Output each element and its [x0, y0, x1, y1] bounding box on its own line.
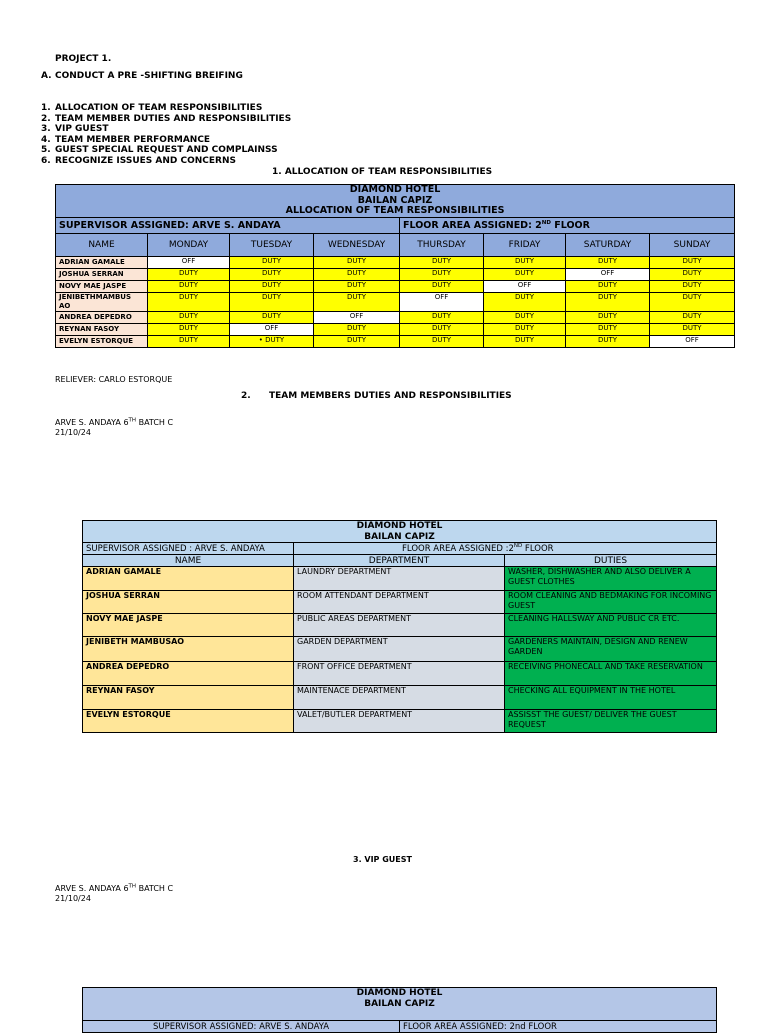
department-cell: MAINTENACE DEPARTMENT	[294, 686, 505, 710]
table-row	[56, 256, 735, 268]
schedule-cell: DUTY	[484, 323, 566, 335]
section-a-letter: A.	[41, 71, 52, 81]
table-row	[83, 662, 717, 686]
employee-name: ANDREA DEPEDRO	[56, 311, 148, 323]
schedule-cell: DUTY	[314, 323, 400, 335]
column-header: NAME	[56, 233, 148, 256]
schedule-cell: DUTY	[484, 268, 566, 280]
schedule-cell: DUTY	[566, 292, 650, 311]
table-row	[56, 280, 735, 292]
table-row	[56, 335, 735, 347]
schedule-cell: DUTY	[230, 292, 314, 311]
schedule-cell: DUTY	[400, 256, 484, 268]
schedule-cell: DUTY	[650, 323, 735, 335]
employee-name: JOSHUA SERRAN	[83, 591, 294, 614]
section-a-heading	[41, 71, 243, 82]
duties-cell: WASHER, DISHWASHER AND ALSO DELIVER A GUEST CLOTHES	[505, 567, 717, 591]
schedule-cell: DUTY	[230, 268, 314, 280]
schedule-cell: DUTY	[314, 335, 400, 347]
outline-item: 1. ALLOCATION OF TEAM RESPONSIBILITIES	[41, 103, 263, 113]
schedule-cell: OFF	[400, 292, 484, 311]
table-row	[83, 614, 717, 637]
allocation-table-body	[56, 256, 735, 347]
employee-name: NOVY MAE JASPE	[56, 280, 148, 292]
table-header-row	[83, 555, 717, 567]
schedule-cell: DUTY	[650, 280, 735, 292]
schedule-cell: DUTY	[148, 323, 230, 335]
table-row	[83, 710, 717, 733]
column-header: DEPARTMENT	[294, 555, 505, 567]
reliever-note: RELIEVER: CARLO ESTORQUE	[55, 375, 173, 384]
schedule-cell: DUTY	[650, 292, 735, 311]
schedule-cell: DUTY	[314, 268, 400, 280]
outline-list	[41, 103, 291, 166]
floor-area-assigned: FLOOR AREA ASSIGNED: 2nd FLOOR	[400, 1021, 717, 1033]
schedule-cell: DUTY	[650, 268, 735, 280]
department-cell: GARDEN DEPARTMENT	[294, 637, 505, 662]
schedule-cell: OFF	[230, 323, 314, 335]
schedule-cell: OFF	[148, 256, 230, 268]
department-cell: VALET/BUTLER DEPARTMENT	[294, 710, 505, 733]
schedule-cell: OFF	[314, 311, 400, 323]
duties-cell: CLEANING HALLSWAY AND PUBLIC CR ETC.	[505, 614, 717, 637]
allocation-table-title: DIAMOND HOTEL BAILAN CAPIZ ALLOCATION OF TEAM RESPONSIBILITIES	[56, 185, 735, 218]
duties-cell: CHECKING ALL EQUIPMENT IN THE HOTEL	[505, 686, 717, 710]
schedule-cell: DUTY	[314, 292, 400, 311]
table-header-row	[56, 233, 735, 256]
duties-table-title: DIAMOND HOTEL BAILAN CAPIZ	[83, 521, 717, 543]
schedule-cell: DUTY	[314, 256, 400, 268]
outline-item: 3. VIP GUEST	[41, 124, 109, 134]
schedule-cell: DUTY	[230, 280, 314, 292]
column-header: NAME	[83, 555, 294, 567]
outline-item: 5. GUEST SPECIAL REQUEST AND COMPLAINSS	[41, 145, 278, 155]
schedule-cell: DUTY	[148, 280, 230, 292]
supervisor-assigned: SUPERVISOR ASSIGNED : ARVE S. ANDAYA	[83, 543, 294, 555]
schedule-cell: DUTY	[400, 335, 484, 347]
outline-item: 4. TEAM MEMBER PERFORMANCE	[41, 134, 211, 145]
department-cell: LAUNDRY DEPARTMENT	[294, 567, 505, 591]
table-row	[56, 311, 735, 323]
schedule-cell: DUTY	[566, 335, 650, 347]
employee-name: ADRIAN GAMALE	[83, 567, 294, 591]
schedule-cell: OFF	[650, 335, 735, 347]
schedule-cell: DUTY	[650, 311, 735, 323]
schedule-cell: DUTY	[400, 280, 484, 292]
employee-name: EVELYN ESTORQUE	[83, 710, 294, 733]
duties-table	[82, 520, 717, 733]
schedule-cell: DUTY	[400, 268, 484, 280]
section-a-text: CONDUCT A PRE -SHIFTING BREIFING	[55, 71, 243, 81]
employee-name: ANDREA DEPEDRO	[83, 662, 294, 686]
heading-allocation: 1. ALLOCATION OF TEAM RESPONSIBILITIES	[272, 167, 493, 177]
duties-cell: ROOM CLEANING AND BEDMAKING FOR INCOMING GUEST	[505, 591, 717, 614]
duties-table-body	[83, 567, 717, 733]
duties-cell: RECEIVING PHONECALL AND TAKE RESERVATION	[505, 662, 717, 686]
schedule-cell: DUTY	[148, 335, 230, 347]
department-cell: ROOM ATTENDANT DEPARTMENT	[294, 591, 505, 614]
table-row	[56, 268, 735, 280]
employee-name: EVELYN ESTORQUE	[56, 335, 148, 347]
signature-block-1: ARVE S. ANDAYA 6TH BATCH C 21/10/24	[55, 417, 174, 437]
schedule-cell: DUTY	[484, 311, 566, 323]
column-header: WEDNESDAY	[314, 233, 400, 256]
duties-cell: GARDENERS MAINTAIN, DESIGN AND RENEW GARDEN	[505, 637, 717, 662]
schedule-cell: DUTY	[400, 323, 484, 335]
schedule-cell: DUTY	[148, 268, 230, 280]
schedule-cell: DUTY	[484, 256, 566, 268]
column-header: FRIDAY	[484, 233, 566, 256]
employee-name: NOVY MAE JASPE	[83, 614, 294, 637]
schedule-cell: • DUTY	[230, 335, 314, 347]
employee-name: JENIBETH MAMBUSAO	[83, 637, 294, 662]
column-header: MONDAY	[148, 233, 230, 256]
employee-name: JOSHUA SERRAN	[56, 268, 148, 280]
table-row	[83, 591, 717, 614]
department-cell: PUBLIC AREAS DEPARTMENT	[294, 614, 505, 637]
schedule-cell: DUTY	[148, 292, 230, 311]
employee-name: REYNAN FASOY	[83, 686, 294, 710]
floor-area-assigned: FLOOR AREA ASSIGNED :2ND FLOOR	[294, 543, 717, 555]
column-header: SUNDAY	[650, 233, 735, 256]
schedule-cell: DUTY	[148, 311, 230, 323]
column-header: DUTIES	[505, 555, 717, 567]
column-header: TUESDAY	[230, 233, 314, 256]
schedule-cell: DUTY	[484, 335, 566, 347]
supervisor-assigned: SUPERVISOR ASSIGNED: ARVE S. ANDAYA	[83, 1021, 400, 1033]
schedule-cell: DUTY	[230, 311, 314, 323]
outline-item: 6. RECOGNIZE ISSUES AND CONCERNS	[41, 155, 236, 166]
table-row	[83, 567, 717, 591]
table-row	[83, 686, 717, 710]
floor-area-assigned: FLOOR AREA ASSIGNED: 2ND FLOOR	[400, 217, 735, 233]
schedule-cell: DUTY	[566, 311, 650, 323]
heading-vip-guest: 3. VIP GUEST	[353, 855, 412, 864]
schedule-cell: DUTY	[400, 311, 484, 323]
outline-item: 2. TEAM MEMBER DUTIES AND RESPONSIBILITIES	[41, 113, 292, 124]
schedule-cell: DUTY	[650, 256, 735, 268]
table-row	[83, 637, 717, 662]
employee-name: REYNAN FASOY	[56, 323, 148, 335]
table-row	[56, 323, 735, 335]
schedule-cell: DUTY	[484, 292, 566, 311]
column-header: THURSDAY	[400, 233, 484, 256]
department-cell: FRONT OFFICE DEPARTMENT	[294, 662, 505, 686]
schedule-cell: DUTY	[230, 256, 314, 268]
schedule-cell: DUTY	[566, 323, 650, 335]
vip-guest-table	[82, 987, 717, 1033]
schedule-cell: DUTY	[566, 256, 650, 268]
supervisor-assigned: SUPERVISOR ASSIGNED: ARVE S. ANDAYA	[56, 217, 400, 233]
employee-name: ADRIAN GAMALE	[56, 256, 148, 268]
allocation-table	[55, 184, 735, 348]
schedule-cell: OFF	[566, 268, 650, 280]
duties-cell: ASSISST THE GUEST/ DELIVER THE GUEST REQUEST	[505, 710, 717, 733]
schedule-cell: DUTY	[314, 280, 400, 292]
vip-table-title: DIAMOND HOTEL BAILAN CAPIZ	[83, 988, 717, 1021]
signature-block-2: ARVE S. ANDAYA 6TH BATCH C 21/10/24	[55, 883, 174, 903]
table-row	[56, 292, 735, 311]
employee-name: JENIBETHMAMBUS AO	[56, 292, 148, 311]
schedule-cell: DUTY	[566, 280, 650, 292]
heading-duties: 2. TEAM MEMBERS DUTIES AND RESPONSIBILITIES	[241, 391, 512, 401]
column-header: SATURDAY	[566, 233, 650, 256]
schedule-cell: OFF	[484, 280, 566, 292]
project-title: PROJECT 1.	[55, 54, 112, 64]
